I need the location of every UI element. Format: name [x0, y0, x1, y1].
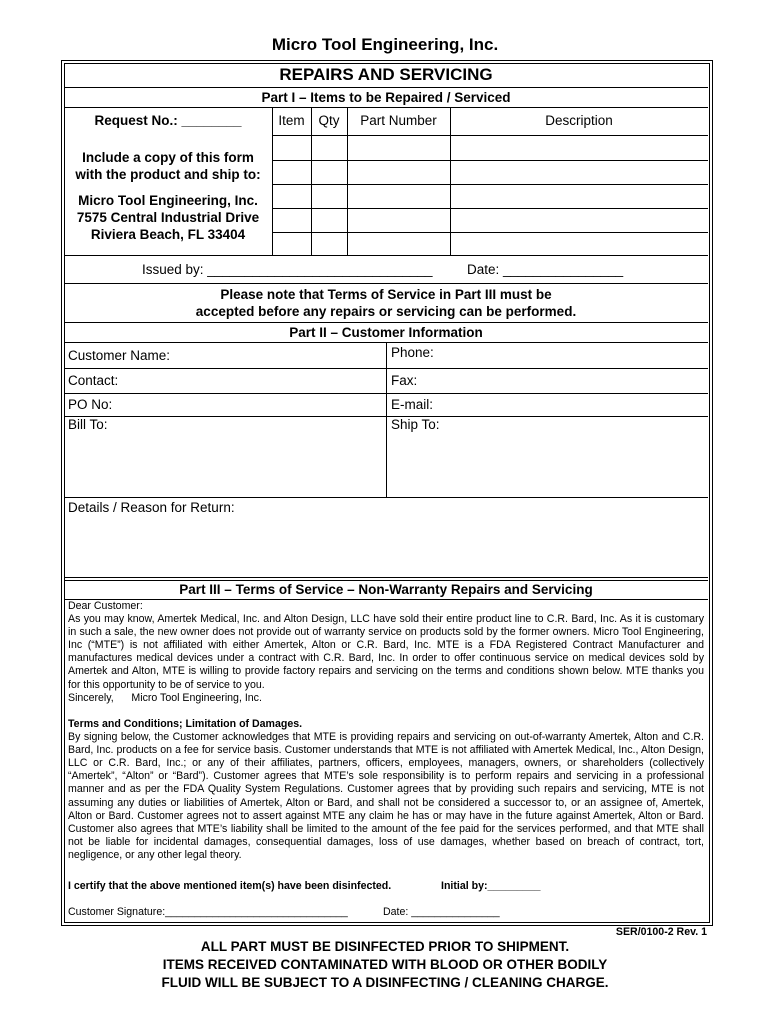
terms-heading: Terms and Conditions; Limitation of Damages.	[68, 718, 303, 730]
fax-field[interactable]: Fax:	[391, 373, 418, 388]
request-no-field[interactable]: Request No.: ________	[94, 113, 242, 128]
salutation: Dear Customer:	[68, 600, 143, 612]
terms-conditions	[68, 718, 704, 862]
address-line-2: 7575 Central Industrial Drive	[76, 210, 260, 225]
warning-line-2: ITEMS RECEIVED CONTAMINATED WITH BLOOD OR OTHER BODILY	[162, 957, 608, 972]
disinfection-certification: I certify that the above mentioned item(s) have been disinfected.	[68, 880, 392, 892]
address-line-3: Riviera Beach, FL 33404	[90, 227, 246, 242]
terms-text: By signing below, the Customer acknowledges that MTE is providing repairs and servicing on out-of-warranty Amertek, Alton and C.R. Bard, Inc. products on a fee for service basis. Customer understands that MTE is not affiliated with Amertek Medical, Inc., Alton Design, LLC or C.R. Bard, Inc.; or any of their affiliates, partners, officers, employees, managers, owners, or shareholders (collectively “Amertek”, “Alton” or “Bard”). Customer agrees that MTE’s sole responsibility is to perform repairs and servicing in a professional manner and as per the FDA Quality System Regulations. Customer agrees that by providing such repairs and servicing, MTE is not assuming any duties or liabilities of Amertek, Alton or Bard, and shall not be considered a successor to, or an assignee of, Amertek, Alton or Bard. Customer agrees not to assert against MTE any claim he has or may have in the future against Amertek, Alton or Bard. Customer also agrees that MTE’s liability shall be limited to the amount of the fee paid for the services performed, and that MTE shall not be liable for incidental damages, consequential damages, loss of use damages, whether based on breach of contract, tort, negligence, or any other legal theory.	[68, 731, 704, 861]
ship-to-field[interactable]: Ship To:	[391, 417, 440, 432]
issued-date-field[interactable]: Date: ________________	[467, 262, 624, 277]
column-qty: Qty	[318, 113, 340, 128]
customer-name-field[interactable]: Customer Name:	[68, 348, 171, 363]
form-number: SER/0100-2 Rev. 1	[615, 926, 707, 938]
company-title: Micro Tool Engineering, Inc.	[271, 35, 499, 54]
phone-field[interactable]: Phone:	[391, 345, 434, 360]
ship-note-line-2: with the product and ship to:	[75, 167, 261, 182]
po-number-field[interactable]: PO No:	[68, 397, 113, 412]
part2-title: Part II – Customer Information	[289, 325, 483, 340]
warning-line-1: ALL PART MUST BE DISINFECTED PRIOR TO SHIPMENT.	[200, 939, 570, 954]
issued-by-field[interactable]: Issued by: ______________________________	[142, 262, 433, 277]
terms-notice	[64, 286, 708, 320]
contact-field[interactable]: Contact:	[68, 373, 119, 388]
warning-line-3: FLUID WILL BE SUBJECT TO A DISINFECTING / CLEANING CHARGE.	[161, 975, 609, 990]
details-reason-field[interactable]: Details / Reason for Return:	[68, 500, 235, 515]
column-description: Description	[545, 113, 613, 128]
part3-title: Part III – Terms of Service – Non-Warranty Repairs and Servicing	[179, 582, 593, 597]
form-title: REPAIRS AND SERVICING	[279, 65, 493, 84]
part1-title: Part I – Items to be Repaired / Serviced	[261, 90, 511, 105]
notice-line-1: Please note that Terms of Service in Part III must be	[220, 287, 552, 302]
column-item: Item	[278, 113, 305, 128]
ship-note-line-1: Include a copy of this form	[82, 150, 254, 165]
ship-address	[64, 192, 272, 243]
bill-to-field[interactable]: Bill To:	[68, 417, 108, 432]
letter-body: As you may know, Amertek Medical, Inc. and Alton Design, LLC have sold their entire product line to C.R. Bard, Inc. As it is customary in such a sale, the new owner does not provide out of warranty service on products sold by the former owners. Micro Tool Engineering, Inc (“MTE”) is not affiliated with either Amertek, Alton or C.R. Bard, Inc. MTE is a FDA Registered Contract Manufacturer and manufactures medical devices under a contract with C.R. Bard, Inc. In order to offer continuous service on medical devices sold by Amertek and Alton, MTE is willing to provide factory repairs and servicing on the terms and conditions shown below. MTE thanks you for this opportunity to be of service to you.	[68, 613, 704, 691]
sign-off: Sincerely, Micro Tool Engineering, Inc.	[68, 691, 262, 704]
initial-by-field[interactable]: Initial by:_________	[441, 880, 541, 892]
customer-signature-field[interactable]: Customer Signature:_______________________________	[68, 906, 348, 918]
column-part-number: Part Number	[360, 113, 437, 128]
shipment-warning	[0, 938, 770, 992]
terms-letter	[68, 600, 704, 705]
email-field[interactable]: E-mail:	[391, 397, 434, 412]
signature-date-field[interactable]: Date: _______________	[383, 906, 500, 918]
notice-line-2: accepted before any repairs or servicing can be performed.	[195, 304, 577, 319]
ship-instructions	[64, 149, 272, 183]
address-line-1: Micro Tool Engineering, Inc.	[78, 193, 258, 208]
